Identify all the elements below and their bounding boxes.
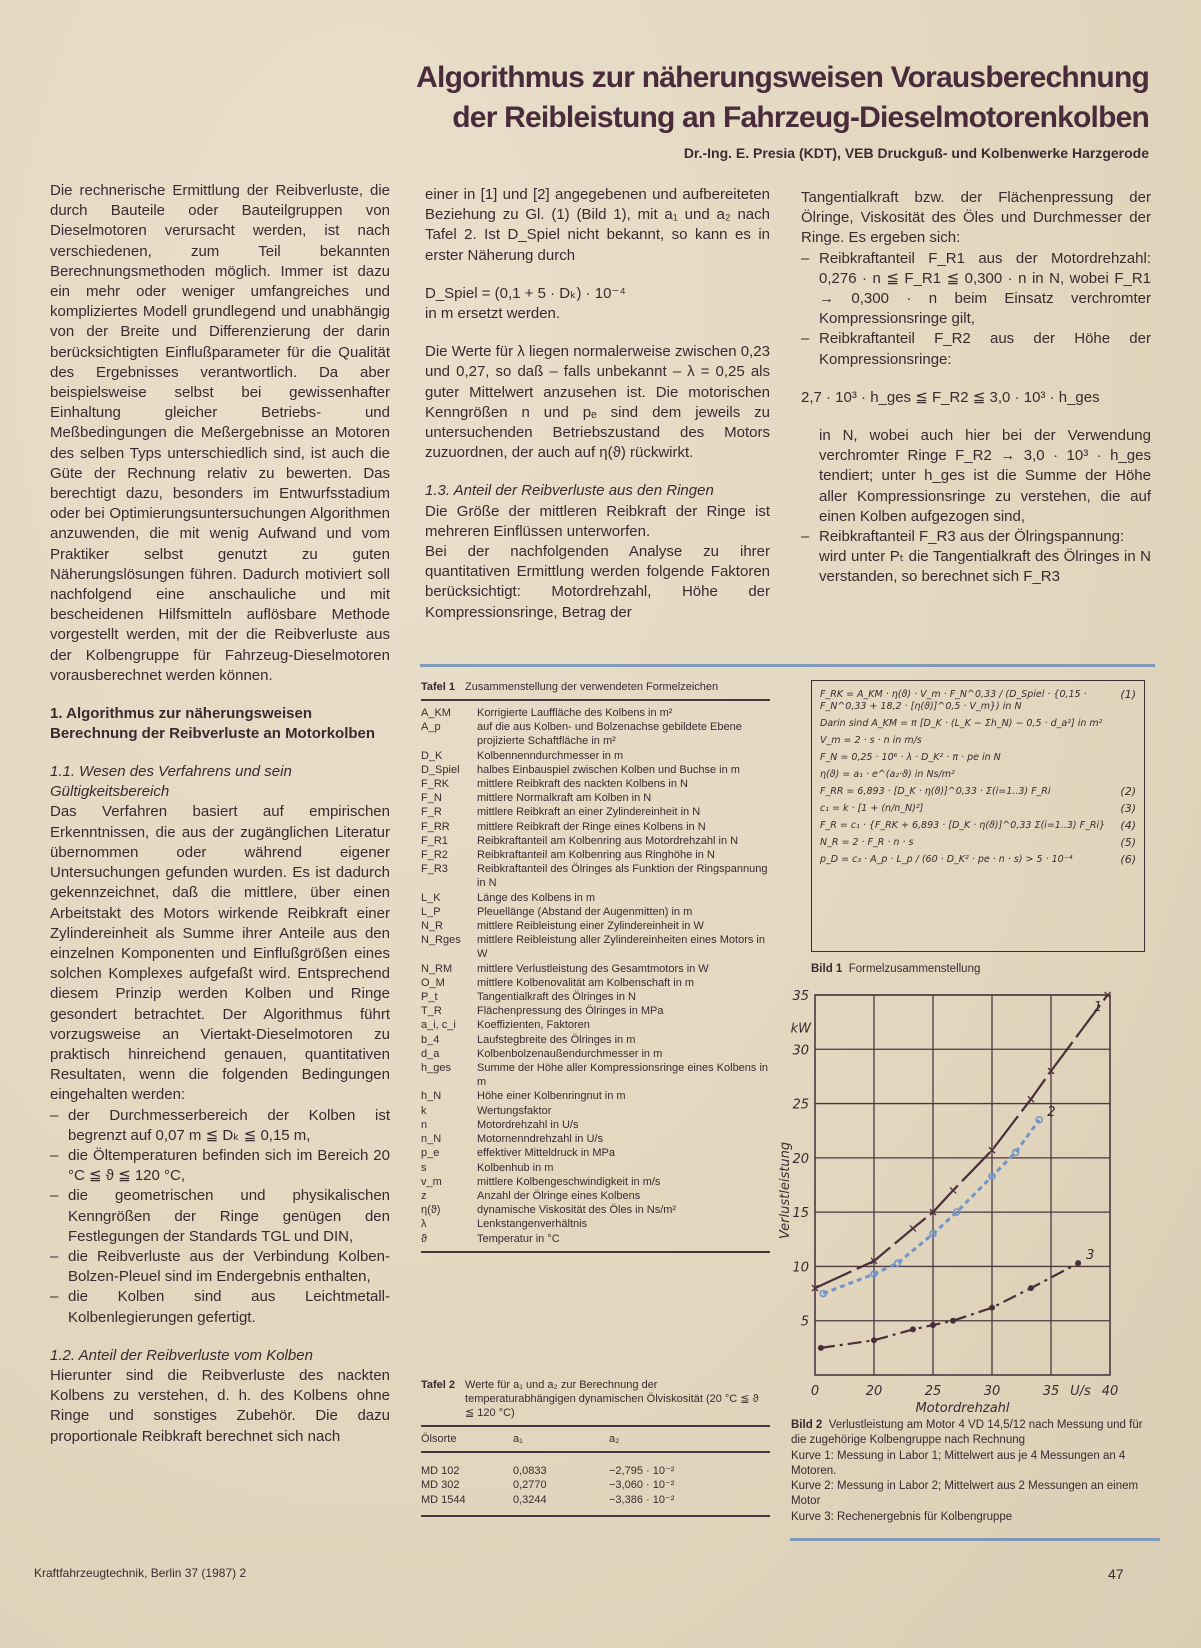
table-row [421, 1478, 770, 1492]
condition-item: – die Öltemperaturen befinden sich im Bereich 20 °C ≦ ϑ ≦ 120 °C, [50, 1146, 390, 1186]
item-1-formula: 0,276 · n ≦ F_R1 ≦ 0,300 · n in N, wobei F_R1 → 0,300 · n beim Einsatz verchromter Kompressionsringe gilt, [819, 269, 1151, 328]
symbol: z [421, 1189, 427, 1202]
cell: 0,2770 [513, 1479, 547, 1492]
symbol-row [421, 1047, 770, 1061]
symbol: F_R1 [421, 834, 448, 847]
symbol-row [421, 962, 770, 976]
symbol-row [421, 1146, 770, 1160]
symbol-definition: halbes Einbauspiel zwischen Kolben und Buchse in m [477, 763, 740, 776]
symbol-definition: Motornenndrehzahl in U/s [477, 1133, 603, 1146]
symbol: F_N [421, 792, 442, 805]
symbol-row [421, 1132, 770, 1146]
symbol-definition: mittlere Reibleistung einer Zylindereinheit in W [477, 920, 704, 933]
symbol-row [421, 976, 770, 990]
symbol-row [421, 1161, 770, 1175]
symbol-row [421, 1089, 770, 1103]
symbol-row [421, 706, 770, 720]
symbol-row [421, 1118, 770, 1132]
symbol-row [421, 1175, 770, 1189]
symbol-definition: mittlere Verlustleistung des Gesamtmotors in W [477, 962, 709, 975]
section-1-3-heading: 1.3. Anteil der Reibverluste aus den Ringen [425, 482, 714, 500]
bild-2-caption-line: Kurve 3: Rechenergebnis für Kolbengruppe [791, 1510, 1013, 1523]
formula-line: F_RK = A_KM · η(ϑ) · V_m · F_N^0,33 / (D_Spiel · {0,15 · F_N^0,33 + 18,2 · [η(ϑ)]^0,5 · V_m}) in N [820, 689, 1087, 712]
equation-number: (6) [1120, 853, 1136, 866]
cell: 0,0833 [513, 1465, 547, 1478]
y-tick-label: 5 [800, 1314, 809, 1330]
data-point-dot [871, 1337, 877, 1343]
symbol: F_R2 [421, 849, 448, 862]
symbol: s [421, 1161, 427, 1174]
section-1-2-heading: 1.2. Anteil der Reibverluste vom Kolben [50, 1346, 313, 1364]
series-line-1 [815, 995, 1108, 1288]
symbol-definition: Tangentialkraft des Ölringes in N [477, 991, 636, 1004]
symbol: d_a [421, 1047, 440, 1060]
x-tick-label: 20 [865, 1384, 883, 1399]
col3-paragraph-2: in N, wobei auch hier bei der Verwendung verchromter Ringe F_R2 → 3,0 · 10³ · h_ges tendiert; unter h_ges ist die Summe der Höhe aller Kompressionsringe zu verstehen, die auf einen Kolben aufgezogen sind, [819, 427, 1151, 525]
x-tick-label: 30 [983, 1384, 1001, 1399]
symbol-row [421, 834, 770, 848]
cell: −3,386 · 10⁻² [609, 1493, 675, 1506]
bild-2-caption-line: Kurve 2: Messung in Labor 2; Mittelwert aus 2 Messungen an einem Motor [791, 1480, 1139, 1508]
symbol: λ [421, 1218, 427, 1231]
cell: −3,060 · 10⁻² [609, 1479, 675, 1492]
symbol: F_R [421, 806, 442, 819]
loss-power-chart [775, 985, 1155, 1415]
symbol: h_ges [421, 1062, 451, 1075]
condition-item: – der Durchmesserbereich der Kolben ist begrenzt auf 0,07 m ≦ Dₖ ≦ 0,15 m, [50, 1106, 390, 1146]
formula-line: F_RR = 6,893 · [D_K · η(ϑ)]^0,33 · Σ(i=1..3) F_Ri [820, 786, 1051, 797]
data-point-dot [950, 1318, 956, 1324]
symbol-definition: Summe der Höhe aller Kompressionsringe eines Kolbens in m [477, 1062, 769, 1089]
symbol: k [421, 1104, 427, 1117]
fr2-formula: 2,7 · 10³ · h_ges ≦ F_R2 ≦ 3,0 · 10³ · h_ges [801, 388, 1100, 406]
symbol-definition: effektiver Mitteldruck in MPa [477, 1147, 615, 1160]
cell: −2,795 · 10⁻² [609, 1465, 675, 1478]
symbol-definition: Pleuellänge (Abstand der Augenmitten) in m [477, 905, 693, 918]
section-1-heading: 1. Algorithmus zur näherungsweisen Berechnung der Reibverluste an Motorkolben [50, 705, 376, 743]
symbol-row [421, 1104, 770, 1118]
symbol-row [421, 777, 770, 791]
symbol: h_N [421, 1090, 442, 1103]
symbol: A_KM [421, 707, 451, 719]
y-tick-label: 35 [792, 989, 809, 1004]
tafel-2-header [421, 1432, 770, 1446]
data-point-dot [1075, 1260, 1081, 1266]
y-tick-label: 10 [792, 1260, 809, 1276]
series-label: 3 [1086, 1248, 1095, 1264]
symbol: b_4 [421, 1033, 440, 1046]
data-point-dot [989, 1305, 995, 1311]
data-point-cross [950, 1187, 956, 1193]
tafel-1-caption [421, 680, 770, 694]
symbol-definition: Flächenpressung des Ölringes in MPa [477, 1005, 664, 1018]
x-tick-label: 25 [924, 1384, 942, 1399]
series-label: 2 [1047, 1104, 1056, 1120]
bild-1-label: Bild 1 [811, 963, 843, 975]
symbol-row [421, 1018, 770, 1032]
x-unit-label: U/s [1070, 1384, 1091, 1399]
symbol: L_K [421, 891, 441, 904]
symbol-row [421, 1217, 770, 1231]
symbol-definition: Wertungsfaktor [477, 1104, 552, 1117]
col2-paragraph-2: in m ersetzt werden. [425, 305, 561, 323]
symbol-row [421, 933, 770, 961]
symbol-definition: Länge des Kolbens in m [477, 891, 596, 904]
y-unit-label: kW [790, 1021, 811, 1037]
symbol: P_t [421, 991, 438, 1004]
tafel-1 [421, 680, 770, 1258]
series-line-3 [821, 1263, 1078, 1348]
symbol-row [421, 1232, 770, 1246]
x-tick-label: 0 [810, 1384, 820, 1399]
column-1 [50, 181, 390, 1447]
symbol: F_R3 [421, 863, 448, 876]
bild-2-label: Bild 2 [791, 1419, 823, 1431]
y-tick-label: 20 [792, 1151, 809, 1167]
table-row [421, 1493, 770, 1507]
symbol: N_RM [421, 962, 453, 975]
symbol: n_N [421, 1133, 442, 1146]
cell: MD 302 [421, 1479, 460, 1492]
symbol: a_i, c_i [421, 1019, 456, 1032]
symbol: η(ϑ) [421, 1204, 441, 1217]
bild-1-caption [811, 962, 980, 977]
col2-paragraph-1: einer in [1] und [2] angegebenen und aufbereiteten Beziehung zu Gl. (1) (Bild 1), mit a₁ und a₂ nach Tafel 2. Ist D_Spiel nicht bekannt, so kann es in erster Näherung durch [425, 186, 770, 264]
equation-number: (1) [1120, 688, 1136, 701]
article-title [149, 58, 1149, 138]
tafel-2-caption [421, 1378, 770, 1420]
title-line-2: der Reibleistung an Fahrzeug-Dieselmotorenkolben [452, 101, 1149, 134]
ring-force-list [801, 249, 1151, 370]
bild-2-caption-main [791, 1418, 1151, 1449]
symbol-definition: Reibkraftanteil am Kolbenring aus Ringhöhe in N [477, 849, 715, 862]
symbol: D_K [421, 749, 443, 762]
formula-line: N_R = 2 · F_R · n · s [820, 837, 914, 848]
symbol: F_RR [421, 820, 450, 833]
ring-force-item-3: – Reibkraftanteil F_R3 aus der Ölringspannung: [801, 527, 1151, 547]
conditions-list [50, 1106, 390, 1328]
symbol-row [421, 905, 770, 919]
dspiel-formula: D_Spiel = (0,1 + 5 · Dₖ) · 10⁻⁴ [425, 284, 626, 302]
divider-bottom [790, 1538, 1160, 1541]
y-tick-label: 25 [792, 1097, 809, 1113]
symbol-row [421, 805, 770, 819]
symbol-definition: Reibkraftanteil des Ölringes als Funktion der Ringspannung in N [477, 863, 768, 890]
formula-line: F_N = 0,25 · 10⁶ · λ · D_K² · π · pe in N [820, 752, 1001, 763]
col2-paragraph-3: Die Werte für λ liegen normalerweise zwischen 0,23 und 0,27, so daß – falls unbekannt – λ = 0,25 als guter Mittelwert anzusehen ist. Die motorischen Kenngrößen n und pₑ sind dem jeweils zu untersuchenden Betriebszustand des Motors zuzuordnen, der auch auf η(ϑ) rückwirkt. [425, 343, 770, 462]
page-number: 47 [1108, 1566, 1124, 1582]
tafel-2-caption-text: Werte für a₁ und a₂ zur Berechnung der temperaturabhängigen dynamischen Ölviskosität (20 °C ≦ ϑ ≦ 120 °C) [465, 1379, 759, 1419]
equation-number: (4) [1120, 819, 1136, 832]
symbol: O_M [421, 976, 445, 989]
data-point-cross [910, 1225, 916, 1231]
symbol-row [421, 1061, 770, 1089]
equation-number: (2) [1120, 785, 1136, 798]
data-point-dot [930, 1322, 936, 1328]
symbol: A_p [421, 721, 441, 734]
y-tick-label: 15 [792, 1206, 809, 1222]
ring-force-item-1 [801, 249, 1151, 330]
bild-2-caption-line: Kurve 1: Messung in Labor 1; Mittelwert aus je 4 Messungen an 4 Motoren. [791, 1449, 1126, 1477]
symbol-definition: Lenkstangenverhältnis [477, 1218, 588, 1231]
equation-number: (3) [1120, 802, 1136, 815]
symbol-row [421, 862, 770, 890]
series-label: 1 [1093, 1000, 1102, 1015]
symbol-definition: auf die aus Kolben- und Bolzenachse gebildete Ebene projizierte Schaftfläche in m² [477, 721, 742, 748]
symbol: ϑ [421, 1232, 428, 1245]
ring-force-list-2 [801, 527, 1151, 547]
symbol-row [421, 891, 770, 905]
column-2 [425, 185, 770, 623]
intro-paragraph: Die rechnerische Ermittlung der Reibverluste, die durch Bauteile oder Bauteilgruppen von Dieselmotoren verursacht werden, ist nach verschiedenen, zum Teil bekannten Berechnungsmethoden möglich. Immer ist dazu ein mehr oder weniger umfangreiches und kompliziertes Modell grundlegend und unabhängig von der Breite und Differenzierung der darin berücksichtigten Einflußparameter für die Qualität des Ergebnisses verantwortlich. Da aber beispielsweise selbst bei gewissenhafter Einhaltung gleicher Betriebs- und Meßbedingungen die Meßergebnisse an Motoren des selben Typs unterschiedlich sind, ist auch die Güte der Rechnung relativ zu bewerten. Das berechtigt dazu, besonders im Entwurfsstadium oder bei Optimierungsuntersuchungen Algorithmen anzuwenden, die mit wenig Aufwand und vom Praktiker selbst genutzt zu guten Näherungslösungen führen. Dadurch motiviert soll nachfolgend eine anschauliche und mit bescheidenen Hilfsmitteln auflösbare Methode vorgestellt werden, mit der die Reibverluste aus der Kolbengruppe für Fahrzeug-Dieselmotoren vorausberechnet werden können. [50, 182, 390, 684]
x-tick-label: 35 [1042, 1384, 1060, 1399]
divider-top [420, 664, 1155, 667]
col2-paragraph-5: Bei der nachfolgenden Analyse zu ihrer quantitativen Ermittlung werden folgende Faktoren berücksichtigt: Motordrehzahl, Höhe der Kompressionsringe, Betrag der [425, 543, 770, 621]
symbol-row [421, 919, 770, 933]
symbol: T_R [421, 1005, 442, 1018]
symbol-row [421, 763, 770, 777]
bild-2-caption-line: Verlustleistung am Motor 4 VD 14,5/12 nach Messung und für die zugehörige Kolbengruppe nach Rechnung [791, 1419, 1143, 1447]
symbol-row [421, 848, 770, 862]
table-row [421, 1464, 770, 1478]
symbol-row [421, 791, 770, 805]
symbol-definition: Korrigierte Lauffläche des Kolbens in m² [477, 707, 673, 719]
symbol: N_Rges [421, 934, 461, 947]
symbol: D_Spiel [421, 763, 460, 776]
formula-line: p_D = c₃ · A_p · L_p / (60 · D_K² · pe · n · s) > 5 · 10⁻⁴ [820, 854, 1073, 865]
bild-1-caption-text: Formelzusammenstellung [848, 963, 981, 975]
tafel-1-caption-text: Zusammenstellung der verwendeten Formelzeichen [465, 681, 719, 693]
item-1-label: Reibkraftanteil F_R1 aus der Motordrehzahl: [819, 249, 1151, 267]
symbol-definition: Laufstegbreite des Ölringes in m [477, 1033, 636, 1046]
symbol-definition: Kolbennenndurchmesser in m [477, 749, 624, 762]
tafel-1-rows [421, 706, 770, 1246]
formula-line: F_R = c₁ · {F_RK + 6,893 · [D_K · η(ϑ)]^0,33 Σ(i=1..3) F_Ri} [820, 820, 1106, 831]
col3-paragraph-3: wird unter Pₜ die Tangentialkraft des Ölringes in N verstanden, so berechnet sich F_R3 [819, 548, 1151, 586]
x-tick-label: 40 [1101, 1384, 1119, 1399]
cell: 0,3244 [513, 1493, 547, 1506]
equation-number: (5) [1120, 836, 1136, 849]
section-1-1-text: Das Verfahren basiert auf empirischen Erkenntnissen, die aus der zugänglichen Literatur übernommen oder während eigener Untersuchungen gefunden wurden. Es ist dadurch gekennzeichnet, daß die mittlere, über einen Arbeitstakt des Motors wirkende Reibkraft einer Zylindereinheit als Summe ihrer Anteile aus den einzelnen Komponenten und Einflußgrößen eines solchen Komplexes aufgefaßt wird. Entsprechend diesem Prinzip werden Kolben und Ringe gesondert betrachtet. Der Algorithmus führt vorzugsweise an Viertakt-Dieselmotoren zu praktisch hinreichend genauen, quantitativen Resultaten, wenn die folgenden Bedingungen eingehalten werden: [50, 803, 390, 1104]
header-a1: a₁ [513, 1433, 523, 1445]
symbol-definition: Temperatur in °C [477, 1232, 560, 1245]
x-axis-label: Motordrehzahl [915, 1401, 1010, 1415]
symbol-row [421, 1004, 770, 1018]
section-1-1-heading: 1.1. Wesen des Verfahrens und sein Gültigkeitsbereich [50, 763, 292, 801]
ring-force-item-2: – Reibkraftanteil F_R2 aus der Höhe der Kompressionsringe: [801, 329, 1151, 369]
data-point-cross [1028, 1096, 1034, 1102]
y-axis-label: Verlustleistung [778, 1141, 793, 1239]
symbol-definition: Kolbenhub in m [477, 1161, 554, 1174]
symbol-definition: mittlere Reibkraft an einer Zylindereinheit in N [477, 806, 701, 819]
symbol: N_R [421, 920, 444, 933]
symbol-row [421, 1033, 770, 1047]
symbol-row [421, 1203, 770, 1217]
symbol-definition: Anzahl der Ölringe eines Kolbens [477, 1189, 641, 1202]
tafel-2 [421, 1378, 770, 1522]
symbol-definition: mittlere Normalkraft am Kolben in N [477, 792, 652, 805]
symbol-definition: dynamische Viskosität des Öles in Ns/m² [477, 1204, 677, 1217]
symbol-row [421, 1189, 770, 1203]
header-oilgrade: Ölsorte [421, 1433, 457, 1445]
data-point-dot [1028, 1285, 1034, 1291]
title-line-1: Algorithmus zur näherungsweisen Vorausberechnung [416, 61, 1149, 94]
symbol: L_P [421, 905, 441, 918]
formula-line: η(ϑ) = a₁ · e^(a₂·ϑ) in Ns/m² [820, 769, 955, 780]
formula-box [811, 680, 1145, 952]
col3-paragraph-1: Tangentialkraft bzw. der Flächenpressung der Ölringe, Viskosität des Öles und Durchmesser der Ringe. Es ergeben sich: [801, 189, 1151, 247]
symbol-row [421, 749, 770, 763]
cell: MD 102 [421, 1465, 460, 1478]
symbol-definition: Kolbenbolzenaußendurchmesser in m [477, 1047, 663, 1060]
symbol-row [421, 720, 770, 748]
column-3 [801, 188, 1151, 588]
tafel-1-label: Tafel 1 [421, 681, 456, 693]
formula-line: Darin sind A_KM = π [D_K · (L_K − Σh_N) − 0,5 · d_a²] in m² [820, 718, 1103, 729]
symbol-definition: mittlere Reibleistung aller Zylindereinheiten eines Motors in W [477, 934, 765, 961]
symbol-definition: mittlere Kolbenovalität am Kolbenschaft in m [477, 976, 695, 989]
symbol-row [421, 990, 770, 1004]
symbol: v_m [421, 1175, 442, 1188]
symbol-row [421, 820, 770, 834]
condition-item: – die Kolben sind aus Leichtmetall-Kolbenlegierungen gefertigt. [50, 1287, 390, 1327]
byline: Dr.-Ing. E. Presia (KDT), VEB Druckguß- und Kolbenwerke Harzgerode [683, 145, 1149, 161]
cell: MD 1544 [421, 1493, 466, 1506]
bild-2-caption [791, 1418, 1151, 1525]
condition-item: – die Reibverluste aus der Verbindung Kolben-Bolzen-Pleuel sind im Endergebnis enthalten, [50, 1247, 390, 1287]
symbol: p_e [421, 1147, 440, 1160]
symbol-definition: mittlere Reibkraft der Ringe eines Kolbens in N [477, 820, 706, 833]
formula-line: V_m = 2 · s · n in m/s [820, 735, 922, 746]
formula-line: c₁ = k · [1 + (n/n_N)²] [820, 803, 924, 814]
symbol: n [421, 1118, 428, 1131]
data-point-dot [910, 1326, 916, 1332]
symbol-definition: Reibkraftanteil am Kolbenring aus Motordrehzahl in N [477, 834, 739, 847]
symbol: F_RK [421, 778, 450, 791]
symbol-definition: mittlere Reibkraft des nackten Kolbens in N [477, 778, 688, 791]
symbol-definition: Motordrehzahl in U/s [477, 1118, 579, 1131]
tafel-2-label: Tafel 2 [421, 1379, 456, 1391]
condition-item: – die geometrischen und physikalischen Kenngrößen der Ringe genügen den Festlegungen der Standards TGL und DIN, [50, 1186, 390, 1247]
series-line-2 [823, 1120, 1039, 1294]
col2-paragraph-4: Die Größe der mittleren Reibkraft der Ringe ist mehreren Einflüssen unterworfen. [425, 502, 770, 540]
symbol-definition: Höhe einer Kolbenringnut in m [477, 1090, 626, 1103]
y-tick-label: 30 [792, 1043, 809, 1059]
journal-footer: Kraftfahrzeugtechnik, Berlin 37 (1987) 2 [34, 1566, 247, 1580]
section-1-2-text: Hierunter sind die Reibverluste des nackten Kolbens zu verstehen, d. h. des Kolbens ohne Ringe und sonstiges Zubehör. Die dazu proportionale Reibkraft berechnet sich nach [50, 1366, 390, 1445]
data-point-dot [818, 1345, 824, 1351]
header-a2: a₂ [609, 1433, 620, 1445]
symbol-definition: mittlere Kolbengeschwindigkeit in m/s [477, 1175, 661, 1188]
symbol-definition: Koeffizienten, Faktoren [477, 1019, 590, 1032]
